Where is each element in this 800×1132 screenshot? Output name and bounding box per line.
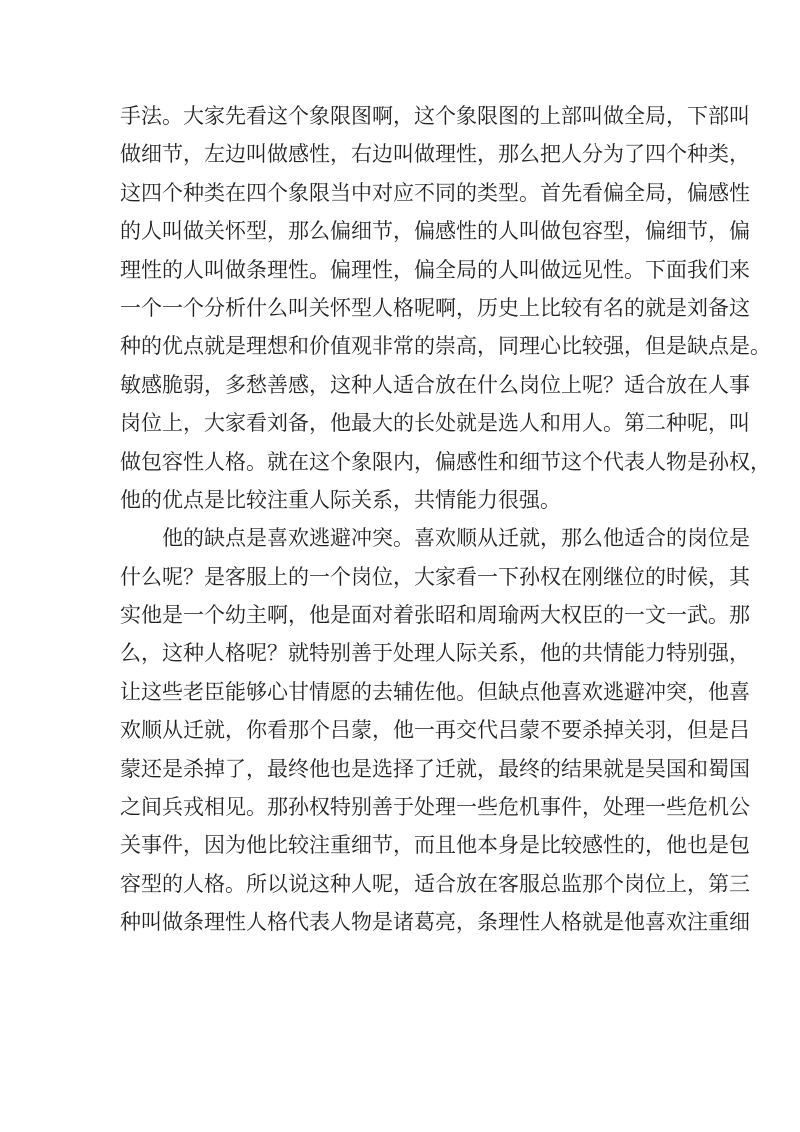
text-line: 一个一个分析什么叫关怀型人格呢啊，历史上比较有名的就是刘备这: [120, 295, 750, 320]
text-line: 么，这种人格呢？就特别善于处理人际关系，他的共情能力特别强，: [120, 641, 750, 666]
text-line: 做包容性人格。就在这个象限内，偏感性和细节这个代表人物是孙权，: [120, 449, 771, 474]
text-line: 容型的人格。所以说这种人呢，适合放在客服总监那个岗位上，第三: [120, 871, 750, 896]
text-line: 什么呢？是客服上的一个岗位，大家看一下孙权在刚继位的时候，其: [120, 564, 750, 589]
text-line: 理性的人叫做条理性。偏理性，偏全局的人叫做远见性。下面我们来: [120, 257, 750, 282]
text-line: 手法。大家先看这个象限图啊，这个象限图的上部叫做全局，下部叫: [120, 104, 750, 128]
text-line: 让这些老臣能够心甘情愿的去辅佐他。但缺点他喜欢逃避冲突，他喜: [120, 679, 750, 704]
paragraph-2: [120, 519, 750, 941]
text-line: 关事件，因为他比较注重细节，而且他本身是比较感性的，他也是包: [120, 833, 750, 858]
text-line: 种的优点就是理想和价值观非常的崇高，同理心比较强，但是缺点是。: [120, 334, 771, 359]
text-line: 敏感脆弱，多愁善感，这种人适合放在什么岗位上呢？适合放在人事: [120, 372, 750, 397]
text-line: 他的缺点是喜欢逃避冲突。喜欢顺从迁就，那么他适合的岗位是: [162, 526, 750, 551]
text-line: 这四个种类在四个象限当中对应不同的类型。首先看偏全局，偏感性: [120, 180, 750, 205]
text-line: 的人叫做关怀型，那么偏细节，偏感性的人叫做包容型，偏细节，偏: [120, 219, 750, 244]
paragraph-1: [120, 97, 771, 519]
document-body: [120, 97, 771, 942]
text-line: 之间兵戎相见。那孙权特别善于处理一些危机事件，处理一些危机公: [120, 795, 750, 820]
text-line: 种叫做条理性人格代表人物是诸葛亮，条理性人格就是他喜欢注重细: [120, 910, 750, 935]
text-line: 岗位上，大家看刘备，他最大的长处就是选人和用人。第二种呢，叫: [120, 411, 750, 436]
text-line: 蒙还是杀掉了，最终他也是选择了迁就，最终的结果就是吴国和蜀国: [120, 756, 750, 781]
text-line: 欢顺从迁就，你看那个吕蒙，他一再交代吕蒙不要杀掉关羽，但是吕: [120, 718, 750, 743]
text-line: 他的优点是比较注重人际关系，共情能力很强。: [120, 487, 561, 512]
text-line: 做细节，左边叫做感性，右边叫做理性，那么把人分为了四个种类，: [120, 142, 750, 167]
text-line: 实他是一个幼主啊，他是面对着张昭和周瑜两大权臣的一文一武。那: [120, 603, 750, 628]
